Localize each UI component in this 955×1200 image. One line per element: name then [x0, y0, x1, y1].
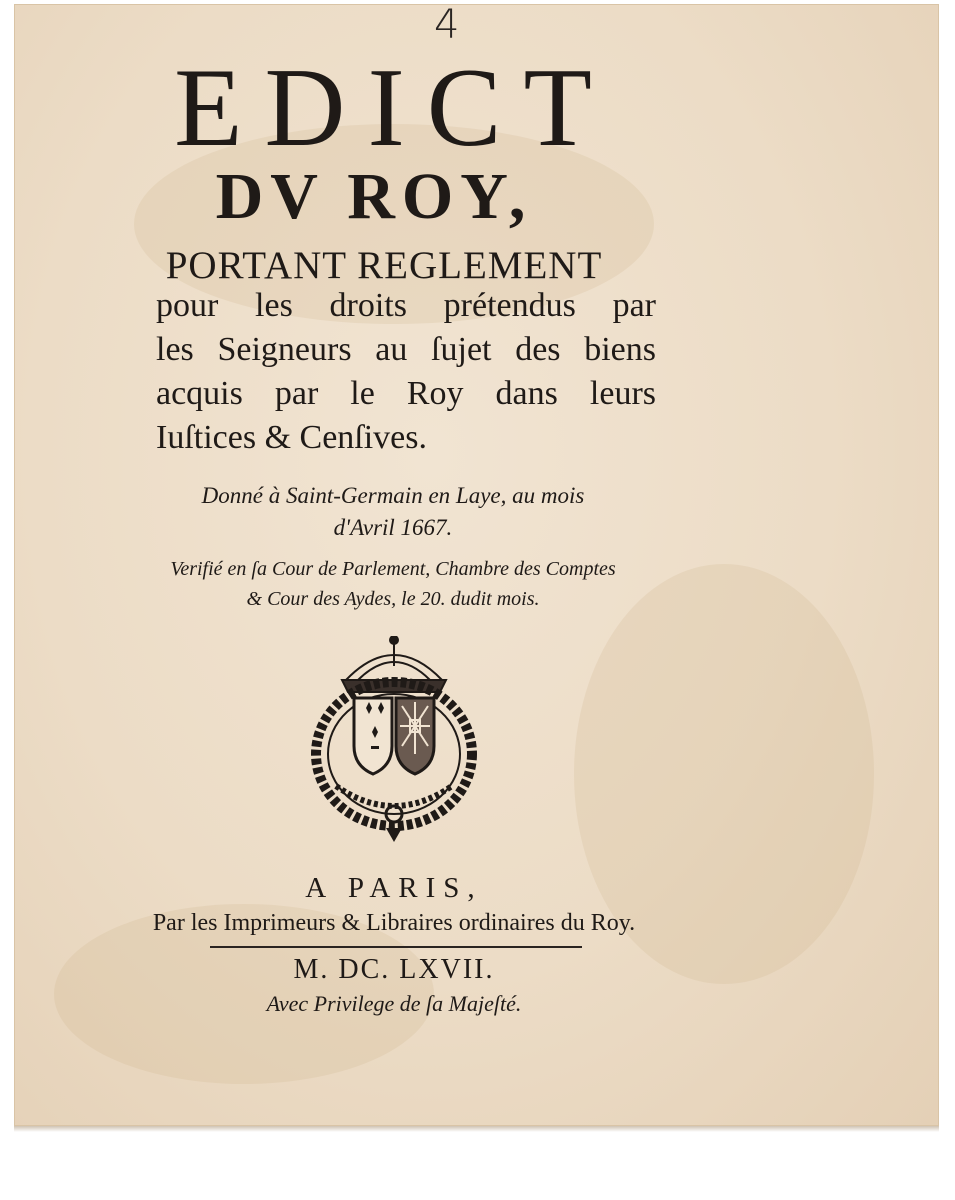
imprint-printers: Par les Imprimeurs & Libraires ordinaires du Roy.: [152, 910, 636, 936]
verified-text: [118, 554, 668, 614]
document-page: [14, 4, 939, 1126]
given-line-1: Donné à Saint-Germain en Laye, au mois: [201, 483, 585, 508]
title-edict: EDICT: [174, 46, 614, 170]
handwritten-number: 4: [434, 4, 460, 48]
page-shadow: [14, 1126, 939, 1132]
body-line: les Seigneurs au ſujet des biens: [156, 331, 656, 368]
verified-line-2: & Cour des Aydes, le 20. dudit mois.: [246, 588, 540, 610]
divider-rule: [210, 946, 582, 948]
given-line-2: d'Avril 1667.: [333, 515, 453, 540]
body-line: Iuſtices & Cenſives.: [156, 419, 428, 456]
royal-arms-emblem-icon: [306, 636, 482, 846]
imprint-city: A PARIS,: [305, 872, 483, 904]
body-line: acquis par le Roy dans leurs: [156, 375, 656, 412]
body-line: pour les droits prétendus par: [156, 287, 656, 324]
body-text: [156, 284, 656, 460]
given-at-text: [118, 480, 668, 544]
title-portant-reglement: PORTANT REGLEMENT: [165, 244, 603, 287]
imprint-year: M. DC. LXVII.: [293, 954, 495, 985]
verified-line-1: Verifié en ſa Cour de Parlement, Chambre des Comptes: [170, 558, 616, 580]
title-du-roy: DV ROY,: [215, 160, 533, 233]
imprint-privilege: Avec Privilege de ſa Majeſté.: [266, 991, 522, 1016]
